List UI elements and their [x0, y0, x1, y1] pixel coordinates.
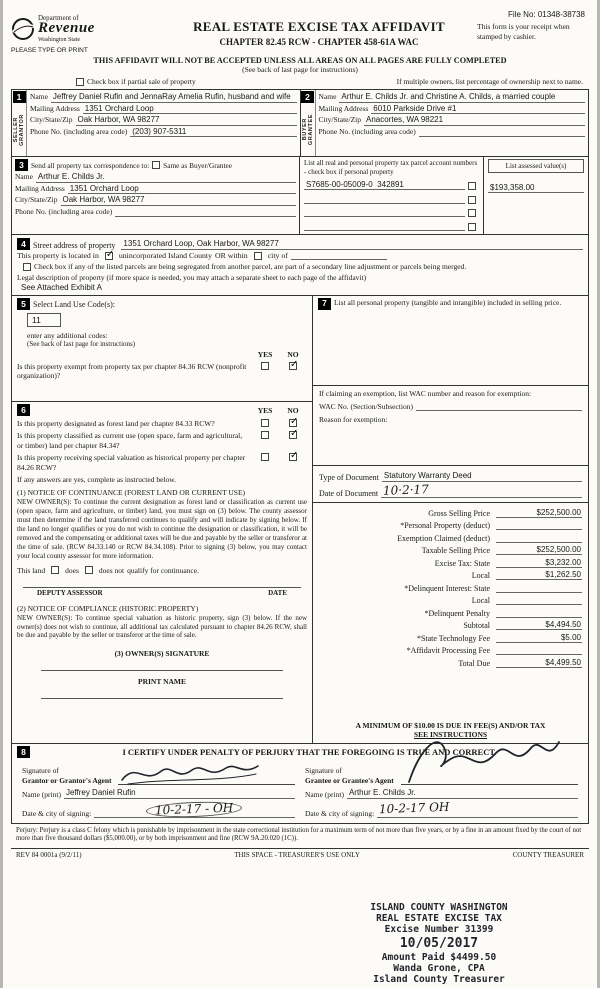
- historic-no-checkbox[interactable]: [289, 453, 297, 461]
- compliance-notice-body: NEW OWNER(S): To continue special valuation as historic property, sign (3) below. If the new owner(s) does not wish to continue, all additional tax calculated pursuant to chapter 84.26 RCW, shall be due and payable by the seller or transferor at the time of sale.: [17, 613, 307, 640]
- print-name-label: PRINT NAME: [138, 677, 186, 687]
- personal-property-label: List all personal property (tangible and intangible) included in selling price.: [334, 298, 562, 307]
- section-4-number: 4: [17, 238, 30, 250]
- grantee-signature-field[interactable]: [401, 761, 578, 785]
- does-label: does: [65, 565, 79, 575]
- financial-row: *Affidavit Processing Fee: [319, 645, 582, 655]
- parcel-personal-checkbox[interactable]: [468, 196, 476, 204]
- land-designation-section: [12, 402, 312, 743]
- doc-date-label: Date of Document: [319, 488, 379, 498]
- seller-name-label: Name: [30, 92, 48, 102]
- dor-logo: [11, 14, 161, 54]
- owners-signature-label: (3) OWNER(S) SIGNATURE: [114, 649, 210, 659]
- financial-row: *State Technology Fee $5.00: [416, 632, 581, 643]
- revenue-swoosh-icon: [11, 17, 35, 41]
- city-name-field[interactable]: [291, 251, 387, 260]
- city-of-label: city of: [267, 251, 288, 260]
- unincorporated-label: unincorporated Island County: [118, 251, 212, 260]
- certification-section: [12, 744, 588, 823]
- located-in-label: This property is located in: [17, 251, 99, 260]
- exemption-section: [313, 386, 588, 466]
- financial-row: Local: [319, 595, 582, 605]
- wac-label: WAC No. (Section/Subsection): [319, 402, 413, 411]
- section-8-number: 8: [17, 746, 30, 758]
- exempt-no-checkbox[interactable]: [289, 362, 297, 370]
- corr-mailing-field[interactable]: 1351 Orchard Loop: [68, 184, 296, 195]
- wac-field[interactable]: [416, 402, 582, 411]
- grantor-sig-label: Signature of: [22, 766, 59, 776]
- reet-affidavit-form: [3, 0, 597, 988]
- forest-land-question: Is this property designated as forest land per chapter 84.33 RCW?: [17, 419, 215, 428]
- financial-row: *Personal Property (deduct): [319, 520, 582, 530]
- continuance-notice-body: NEW OWNER(S): To continue the current designation as forest land or classification as current use (open space, farm and agriculture, or timber) land, you must sign on (3) below. The county assessor must then determine if the land transferred continues to qualify and will indicate by signing below. If the land no longer qualifies or you do not wish to continue the designation or classification, it will be removed and the compensating or additional taxes will be due and payable by the seller or transferor at the time of sale. (RCW 84.33.140 or RCW 84.34.108). Prior to signing (3) below, you may contact your local county assessor for more information.: [17, 497, 307, 560]
- doc-type-label: Type of Document: [319, 472, 379, 482]
- grantor-date-field[interactable]: 10-2-17 - OH: [94, 802, 295, 818]
- yes-header: YES: [257, 405, 273, 415]
- property-address-section: [12, 235, 588, 296]
- grantor-name-field[interactable]: Jeffrey Daniel Rufin: [64, 788, 295, 799]
- this-land-label: This land: [17, 565, 46, 575]
- buyer-grantee-label: BUYER GRANTEE: [301, 113, 314, 146]
- stamp-line: REAL ESTATE EXCISE TAX: [376, 912, 502, 924]
- historic-property-question: Is this property receiving special valuation as historical property per chapter 84.26 RCW?: [17, 453, 246, 472]
- section-3-number: 3: [15, 159, 28, 171]
- deputy-assessor-label: DEPUTY ASSESSOR: [37, 588, 103, 597]
- multiple-owners-note: If multiple owners, list percentage of ownership next to name.: [396, 77, 583, 86]
- personal-property-deduct-field[interactable]: [496, 520, 582, 530]
- street-address-label: Street address of property: [33, 241, 116, 250]
- stamp-amount-paid: Amount Paid $4499.50: [381, 951, 497, 963]
- parcel-personal-checkbox[interactable]: [468, 182, 476, 190]
- see-back-label: (See back of last page for instructions): [27, 340, 136, 348]
- seller-mailing-field[interactable]: 1351 Orchard Loop: [83, 104, 297, 115]
- affidavit-processing-fee-field[interactable]: [496, 645, 582, 655]
- legal-description-field[interactable]: See Attached Exhibit A: [21, 283, 102, 292]
- legal-description-label: Legal description of property (if more space is needed, you may attach a separate sheet to each page of the affidavit): [17, 273, 367, 282]
- buyer-mailing-field[interactable]: 6010 Parkside Drive #1: [371, 104, 585, 115]
- perjury-statement: Perjury: Perjury is a class C felony which is punishable by imprisonment in the state correctional institution for a maximum term of not more than five years, or by a fine in an amount fixed by the court of not more than five thousand dollars ($5,000.00), or by both imprisonment and fine (RCW 9A.20.020 (1C)).: [16, 826, 582, 843]
- corr-name-field[interactable]: Arthur E. Childs Jr.: [36, 172, 296, 183]
- street-address-field[interactable]: 1351 Orchard Loop, Oak Harbor, WA 98277: [121, 239, 583, 250]
- delinquent-interest-state-field[interactable]: [496, 583, 582, 593]
- certify-statement: I CERTIFY UNDER PENALTY OF PERJURY THAT THE FOREGOING IS TRUE AND CORRECT.: [122, 747, 497, 757]
- seller-citystatezip-field[interactable]: Oak Harbor, WA 98277: [76, 115, 297, 126]
- seller-citystatezip-label: City/State/Zip: [30, 115, 73, 125]
- seller-phone-field[interactable]: (203) 907-5311: [130, 127, 296, 138]
- stamp-date: 10/05/2017: [399, 935, 479, 951]
- financial-section: [313, 503, 588, 743]
- grantee-signature-block: Signature of Grantee or Grantee's Agent Name (print) Arthur E. Childs Jr. Date & city of signing: 10-2-17 OH: [300, 761, 583, 818]
- gross-selling-price-field[interactable]: $252,500.00: [496, 508, 582, 518]
- no-header: NO: [287, 350, 299, 359]
- form-header: [11, 14, 589, 54]
- land-does-not-checkbox[interactable]: [85, 566, 93, 574]
- corr-mailing-label: Mailing Address: [15, 183, 65, 193]
- grantee-name-field[interactable]: Arthur E. Childs Jr.: [347, 788, 578, 799]
- grantee-signature: [401, 724, 561, 788]
- corr-citystatezip-field[interactable]: Oak Harbor, WA 98277: [61, 195, 297, 206]
- parcel-number-field[interactable]: [304, 194, 465, 204]
- grantor-signature-block: Signature of Grantor or Grantor's Agent Name (print) Jeffrey Daniel Rufin Date & city of signing: 10-2-17 - OH: [17, 761, 300, 818]
- additional-codes-label: enter any additional codes:: [27, 331, 108, 340]
- corr-name-label: Name: [15, 172, 33, 182]
- buyer-section: [300, 90, 589, 156]
- delinquent-interest-local-field[interactable]: [496, 595, 582, 605]
- seller-phone-label: Phone No. (including area code): [30, 126, 128, 136]
- partial-sale-checkbox[interactable]: [76, 78, 84, 86]
- grantee-name-label: Name (print): [305, 789, 344, 799]
- correspondence-label: Send all property tax correspondence to:: [31, 160, 150, 170]
- compliance-notice-title: (2) NOTICE OF COMPLIANCE (HISTORIC PROPERTY): [17, 603, 199, 613]
- seller-name-field[interactable]: Jeffrey Daniel Rufin and JennaRay Amelia Rufin, husband and wife: [51, 92, 297, 103]
- financial-row: Local $1,262.50: [471, 570, 581, 581]
- exemption-intro: If claiming an exemption, list WAC number and reason for exemption:: [319, 389, 532, 398]
- continuance-notice-title: (1) NOTICE OF CONTINUANCE (FOREST LAND OR CURRENT USE): [17, 487, 246, 497]
- grantee-date-label: Date & city of signing:: [305, 808, 375, 818]
- buyer-citystatezip-field[interactable]: Anacortes, WA 98221: [364, 115, 585, 126]
- logo-state-text: Washington State: [38, 37, 81, 43]
- corr-phone-label: Phone No. (including area code): [15, 206, 113, 216]
- land-use-section: [12, 296, 312, 402]
- financial-row: Subtotal $4,494.50: [463, 620, 581, 631]
- buyer-phone-field[interactable]: [419, 127, 585, 137]
- parcel-number-field[interactable]: [304, 207, 465, 217]
- see-instructions-note: SEE INSTRUCTIONS: [413, 730, 488, 739]
- print-name-line[interactable]: [41, 686, 283, 699]
- buyer-mailing-label: Mailing Address: [318, 103, 369, 113]
- grantor-date-label: Date & city of signing:: [22, 808, 92, 818]
- partial-sale-label: Check box if partial sale of property: [87, 77, 196, 86]
- stamp-line: Excise Number 31399: [384, 923, 494, 935]
- financial-row: Gross Selling Price $252,500.00: [428, 507, 581, 518]
- seller-section: [12, 90, 300, 156]
- financial-row: Excise Tax: State $3,232.00: [434, 557, 581, 568]
- yes-header: YES: [257, 350, 273, 359]
- document-section: [313, 466, 588, 503]
- exempt-yes-checkbox[interactable]: [261, 362, 269, 370]
- buyer-citystatezip-label: City/State/Zip: [318, 115, 361, 125]
- financial-row: Total Due $4,499.50: [458, 657, 581, 668]
- form-title: REAL ESTATE EXCISE TAX AFFIDAVIT: [193, 19, 445, 34]
- current-use-no-checkbox[interactable]: [289, 431, 297, 439]
- parcel-numbers-header: List all real and personal property tax parcel account numbers - check box if personal property: [304, 159, 478, 176]
- exempt-question: Is this property exempt from property tax per chapter 84.36 RCW (nonprofit organization)?: [17, 362, 247, 381]
- section-5-number: 5: [17, 298, 30, 310]
- current-use-question: Is this property classified as current use (open space, farm and agricultural, or timber) land per chapter 84.34?: [17, 431, 243, 450]
- seller-mailing-label: Mailing Address: [30, 103, 80, 113]
- segregated-label: Check box if any of the listed parcels are being segregated from another parcel, are part of a secondary line adjustment or parcels being merged.: [34, 262, 467, 271]
- total-due-field[interactable]: $4,499.50: [496, 658, 582, 668]
- delinquent-penalty-field[interactable]: [496, 608, 582, 618]
- doc-type-field[interactable]: Statutory Warranty Deed: [382, 471, 582, 482]
- parcel-number-field[interactable]: [304, 221, 465, 231]
- form-chapters: CHAPTER 82.45 RCW - CHAPTER 458-61A WAC: [219, 37, 419, 47]
- corr-citystatezip-label: City/State/Zip: [15, 195, 58, 205]
- state-technology-fee-field[interactable]: $5.00: [496, 633, 582, 643]
- grantor-signature: [118, 758, 268, 788]
- land-use-code-field[interactable]: 11: [27, 313, 61, 327]
- assessed-value-header: List assessed value(s): [488, 159, 584, 173]
- logo-dept-text: Department of: [38, 14, 79, 22]
- buyer-phone-label: Phone No. (including area code): [318, 126, 416, 136]
- taxable-selling-price-field[interactable]: $252,500.00: [496, 545, 582, 555]
- same-as-buyer-checkbox[interactable]: [152, 161, 160, 169]
- city-checkbox[interactable]: [254, 252, 262, 260]
- buyer-name-field[interactable]: Arthur E. Childs Jr. and Christine A. Childs, a married couple: [339, 92, 585, 103]
- owners-signature-line[interactable]: [41, 658, 283, 671]
- financial-row: Exemption Claimed (deduct): [319, 533, 582, 543]
- please-type-label: PLEASE TYPE OR PRINT: [11, 47, 88, 54]
- grantor-signature-field[interactable]: [118, 761, 295, 785]
- forest-land-no-checkbox[interactable]: [289, 419, 297, 427]
- land-does-checkbox[interactable]: [51, 566, 59, 574]
- date-label: DATE: [268, 588, 287, 597]
- does-not-label: does not: [98, 565, 125, 575]
- buyer-name-label: Name: [318, 92, 337, 102]
- forest-land-yes-checkbox[interactable]: [261, 419, 269, 427]
- excise-state-field[interactable]: $3,232.00: [496, 558, 582, 568]
- same-as-buyer-label: Same as Buyer/Grantee: [163, 160, 233, 170]
- grantee-date-field[interactable]: 10-2-17 OH: [377, 802, 578, 818]
- rev-form-number: REV 84 0001a (9/2/11): [16, 851, 82, 860]
- treasurer-stamp: [311, 903, 567, 985]
- section-2-number: 2: [301, 91, 314, 103]
- parcel-personal-checkbox[interactable]: [468, 223, 476, 231]
- logo-revenue-text: Revenue: [38, 20, 95, 36]
- or-within-label: OR within: [214, 251, 248, 260]
- grantee-sig-label: Signature of: [305, 766, 342, 776]
- acceptance-notice: THIS AFFIDAVIT WILL NOT BE ACCEPTED UNLESS ALL AREAS ON ALL PAGES ARE FULLY COMPLETED: [93, 56, 507, 65]
- stamp-line: ISLAND COUNTY WASHINGTON: [370, 902, 508, 913]
- see-back-note: (See back of last page for instructions): [242, 65, 358, 74]
- minimum-due-note: A MINIMUM OF $10.00 IS DUE IN FEE(S) AND/OR TAX: [355, 721, 546, 730]
- stamp-treasurer-title: Island County Treasurer: [373, 973, 505, 985]
- unincorporated-checkbox[interactable]: [105, 252, 113, 260]
- current-use-yes-checkbox[interactable]: [261, 431, 269, 439]
- section-7-number: 7: [318, 298, 331, 310]
- financial-row: *Delinquent Interest: State: [319, 583, 582, 593]
- tax-correspondence-section: [12, 157, 588, 235]
- seller-grantor-label: SELLER GRANTOR: [13, 113, 25, 146]
- qualify-label: qualify for continuance.: [127, 565, 199, 575]
- exemption-claimed-field[interactable]: [496, 533, 582, 543]
- if-yes-note: If any answers are yes, complete as instructed below.: [17, 474, 177, 484]
- doc-date-field[interactable]: 10·2·17: [381, 484, 582, 498]
- personal-property-section: [313, 296, 588, 386]
- stamp-treasurer-name: Wanda Grone, CPA: [393, 962, 485, 974]
- subtotal-field[interactable]: $4,494.50: [496, 620, 582, 630]
- excise-local-field[interactable]: $1,262.50: [496, 570, 582, 580]
- receipt-note: This form is your receipt when stamped by cashier.: [477, 22, 570, 41]
- no-header: NO: [287, 405, 299, 415]
- parcel-number-field[interactable]: S7685-00-05009-0 342891: [304, 180, 465, 190]
- historic-yes-checkbox[interactable]: [261, 453, 269, 461]
- parcel-personal-checkbox[interactable]: [468, 209, 476, 217]
- section-1-number: 1: [13, 91, 26, 103]
- land-use-label: Select Land Use Code(s):: [33, 299, 115, 309]
- treasurer-space-label: THIS SPACE - TREASURER'S USE ONLY: [234, 851, 360, 860]
- county-treasurer-label: COUNTY TREASURER: [512, 851, 584, 860]
- segregated-checkbox[interactable]: [23, 263, 31, 271]
- financial-row: Taxable Selling Price $252,500.00: [421, 545, 581, 556]
- grantor-name-label: Name (print): [22, 789, 61, 799]
- corr-phone-field[interactable]: [115, 207, 296, 217]
- reason-exemption-label: Reason for exemption:: [319, 415, 388, 424]
- file-number: File No: 01348-38738: [508, 10, 585, 19]
- financial-row: *Delinquent Penalty: [319, 608, 582, 618]
- section-6-number: 6: [17, 404, 30, 416]
- assessed-value-field[interactable]: $193,358.00: [488, 183, 584, 193]
